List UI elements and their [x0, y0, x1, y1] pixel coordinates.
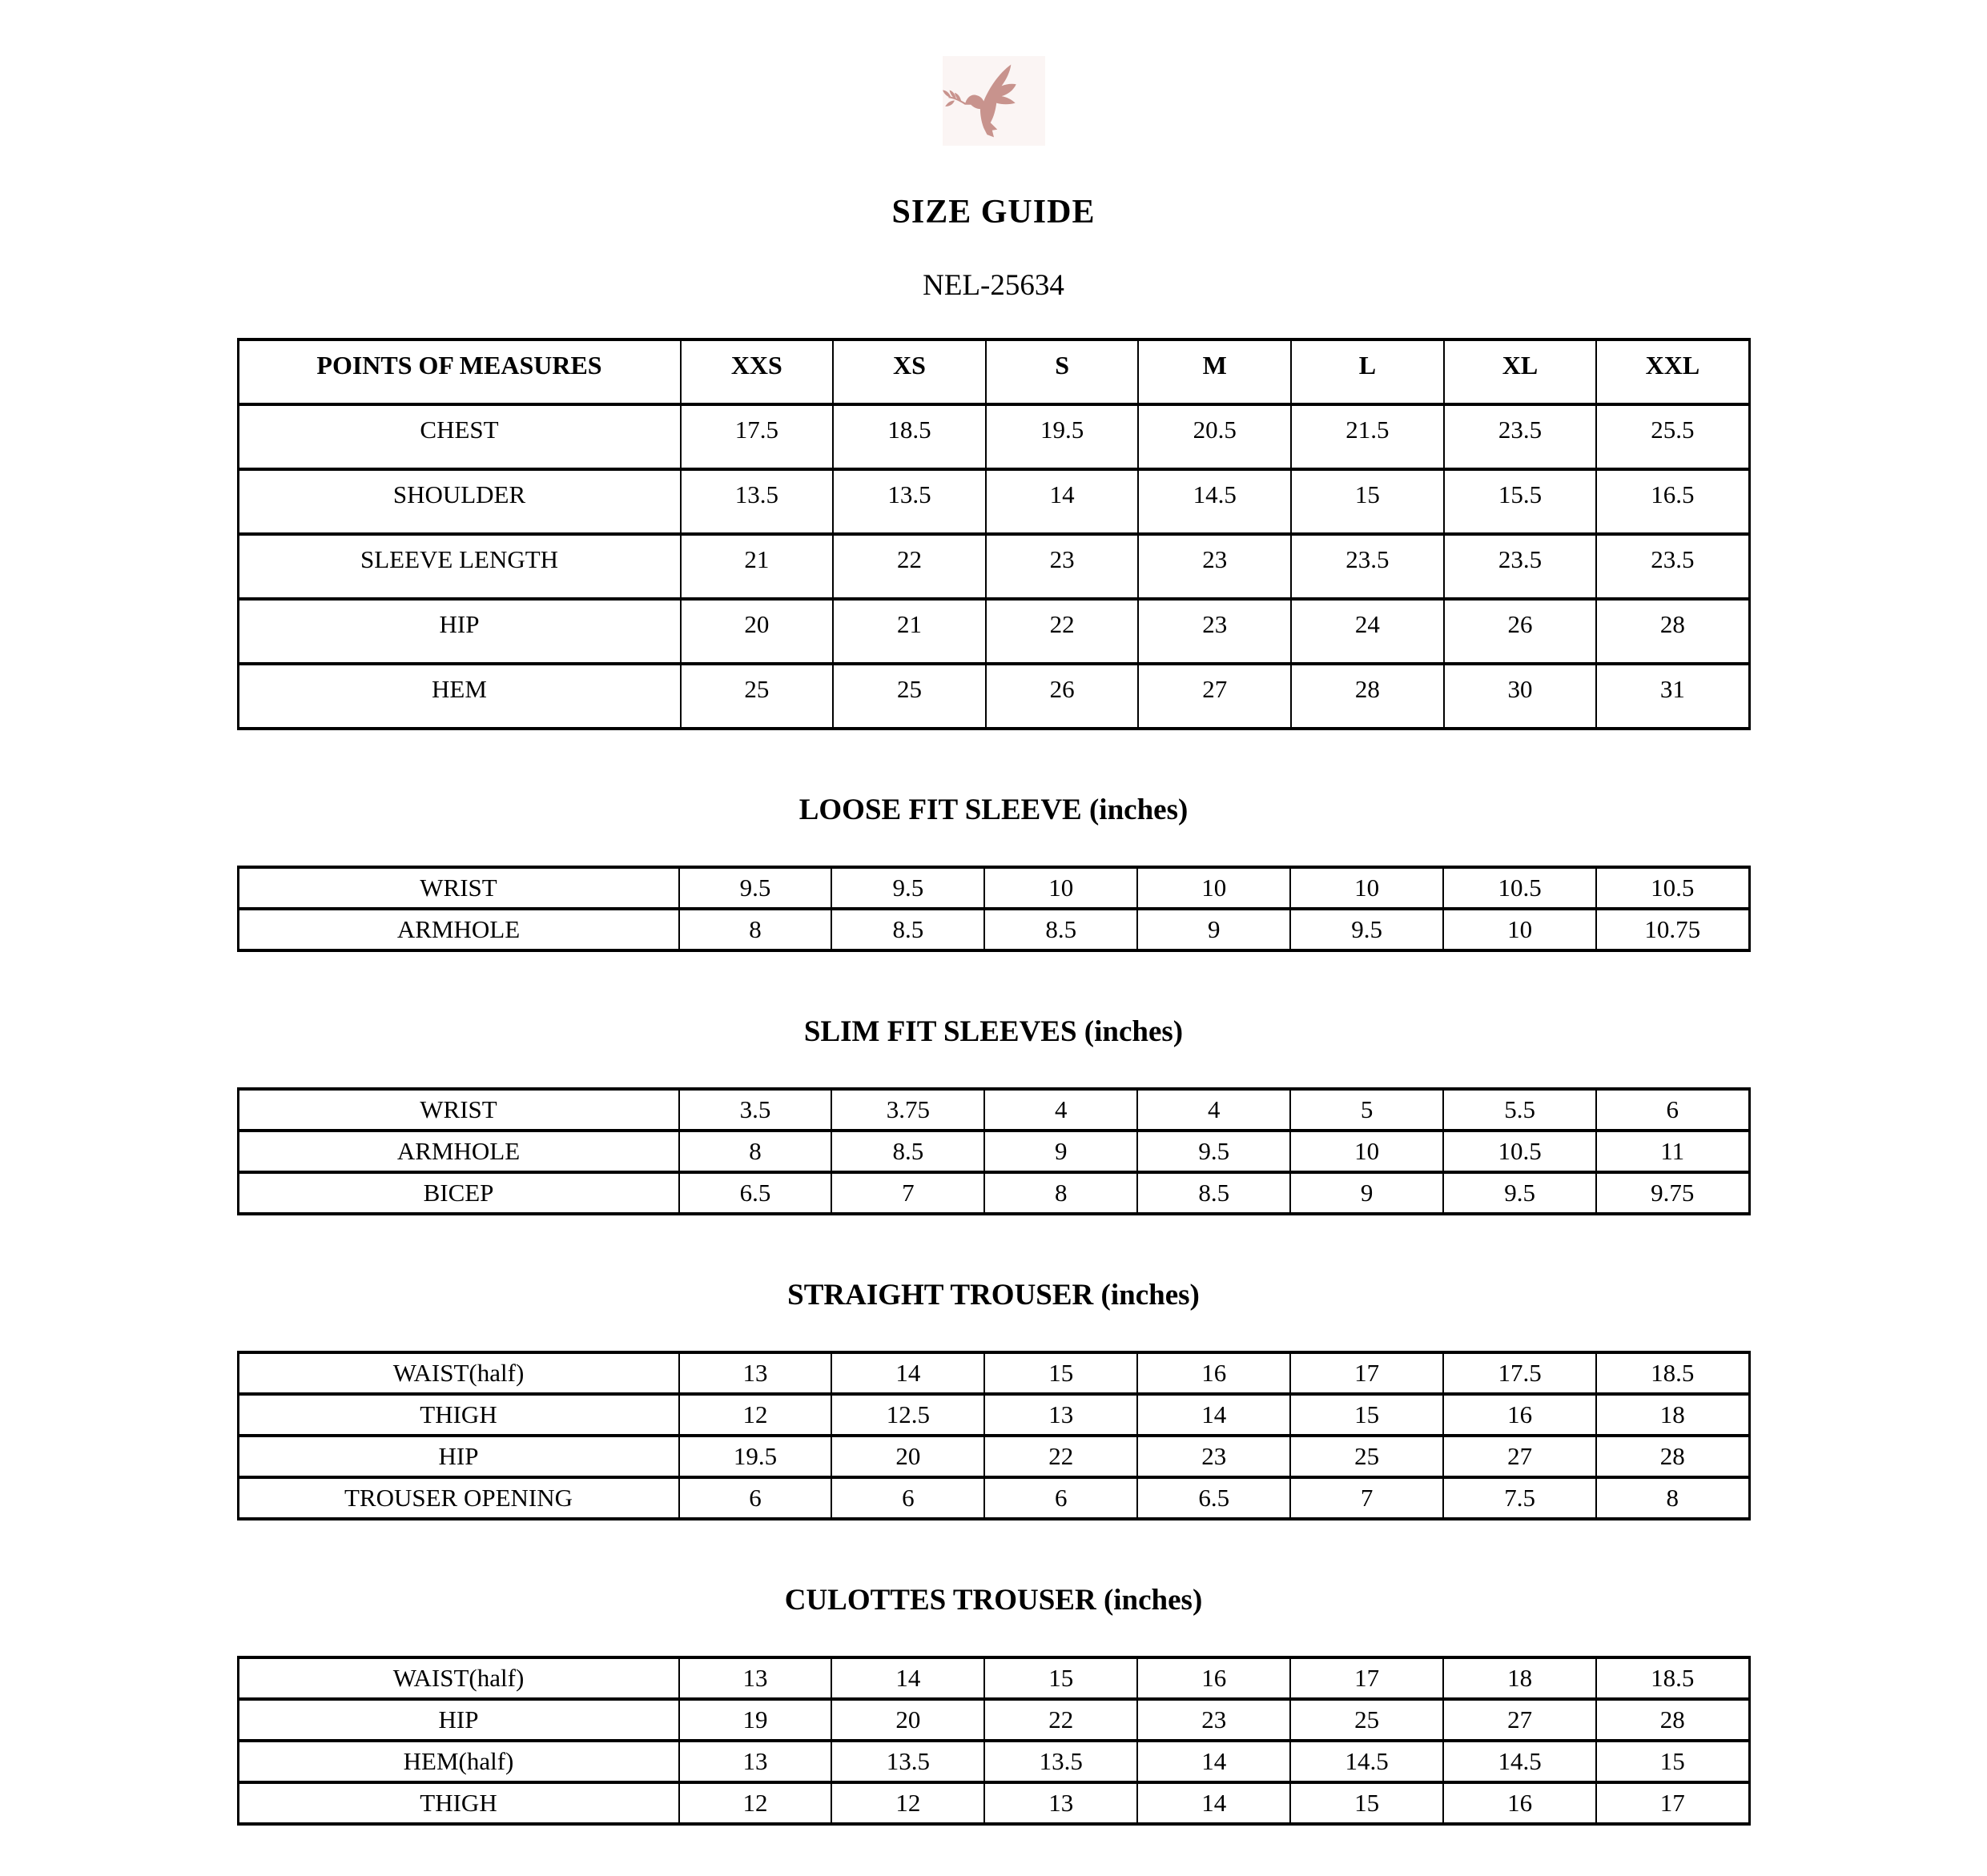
measure-label-cell: BICEP: [238, 1172, 679, 1214]
measure-value-cell: 18.5: [1596, 1657, 1749, 1699]
measure-value-cell: 8.5: [1137, 1172, 1290, 1214]
measure-value-cell: 10.5: [1443, 867, 1596, 909]
measure-value-cell: 18.5: [833, 404, 986, 469]
size-column-header: M: [1138, 339, 1291, 404]
measure-value-cell: 17: [1290, 1657, 1443, 1699]
measure-value-cell: 23.5: [1596, 534, 1749, 599]
measure-value-cell: 21.5: [1291, 404, 1444, 469]
size-column-header: S: [986, 339, 1139, 404]
dove-logo-icon: [943, 56, 1045, 146]
measure-label-cell: WAIST(half): [238, 1657, 679, 1699]
measure-value-cell: 16: [1137, 1352, 1290, 1394]
measure-value-cell: 27: [1443, 1699, 1596, 1741]
measure-label-cell: HEM(half): [238, 1741, 679, 1782]
measure-value-cell: 22: [984, 1699, 1137, 1741]
measure-value-cell: 3.75: [831, 1089, 984, 1131]
measure-value-cell: 10: [1290, 1131, 1443, 1172]
measure-value-cell: 10: [1137, 867, 1290, 909]
measure-row: [238, 1089, 1749, 1131]
measure-value-cell: 20: [831, 1699, 984, 1741]
slim-fit-sleeves-table: [237, 1087, 1751, 1215]
measure-row: [238, 599, 1749, 664]
measure-label-cell: HIP: [238, 599, 681, 664]
measure-value-cell: 13: [679, 1352, 832, 1394]
measure-value-cell: 3.5: [679, 1089, 832, 1131]
measure-value-cell: 13: [679, 1657, 832, 1699]
measure-value-cell: 6: [984, 1477, 1137, 1519]
measure-value-cell: 12.5: [831, 1394, 984, 1436]
measure-value-cell: 10: [1290, 867, 1443, 909]
measure-value-cell: 20: [831, 1436, 984, 1477]
measure-value-cell: 13: [984, 1394, 1137, 1436]
measure-value-cell: 26: [1444, 599, 1597, 664]
section-slim-fit-sleeves: [237, 1014, 1751, 1215]
measure-value-cell: 15.5: [1444, 469, 1597, 534]
measure-value-cell: 4: [984, 1089, 1137, 1131]
measure-row: [238, 1782, 1749, 1824]
measure-value-cell: 5.5: [1443, 1089, 1596, 1131]
page-title: SIZE GUIDE: [891, 194, 1096, 231]
measure-label-cell: THIGH: [238, 1782, 679, 1824]
measure-value-cell: 6: [1596, 1089, 1749, 1131]
measure-value-cell: 20.5: [1138, 404, 1291, 469]
measure-value-cell: 6.5: [679, 1172, 832, 1214]
measure-value-cell: 6: [679, 1477, 832, 1519]
measure-value-cell: 15: [1290, 1782, 1443, 1824]
size-header-row: [238, 339, 1749, 404]
size-guide-page: [237, 0, 1751, 1826]
section-straight-trouser: [237, 1278, 1751, 1520]
measure-label-cell: TROUSER OPENING: [238, 1477, 679, 1519]
measure-value-cell: 9.5: [1137, 1131, 1290, 1172]
measure-value-cell: 5: [1290, 1089, 1443, 1131]
measure-value-cell: 21: [833, 599, 986, 664]
measure-label-cell: SHOULDER: [238, 469, 681, 534]
measure-value-cell: 25.5: [1596, 404, 1749, 469]
measure-value-cell: 17: [1290, 1352, 1443, 1394]
size-column-header: XS: [833, 339, 986, 404]
measure-value-cell: 25: [1290, 1699, 1443, 1741]
measure-value-cell: 26: [986, 664, 1139, 729]
measure-value-cell: 15: [1596, 1741, 1749, 1782]
measure-label-cell: HEM: [238, 664, 681, 729]
measure-row: [238, 1131, 1749, 1172]
measure-value-cell: 9.75: [1596, 1172, 1749, 1214]
section-culottes-trouser: [237, 1583, 1751, 1826]
measure-value-cell: 9: [1290, 1172, 1443, 1214]
measure-value-cell: 8.5: [831, 1131, 984, 1172]
measure-value-cell: 14: [1137, 1741, 1290, 1782]
measure-value-cell: 12: [679, 1782, 832, 1824]
measure-value-cell: 15: [984, 1657, 1137, 1699]
measure-row: [238, 1657, 1749, 1699]
loose-fit-sleeve-table: [237, 866, 1751, 952]
measure-value-cell: 8.5: [984, 909, 1137, 950]
size-column-header: XL: [1444, 339, 1597, 404]
measure-label-cell: THIGH: [238, 1394, 679, 1436]
measure-value-cell: 8: [679, 909, 832, 950]
measure-value-cell: 9: [1137, 909, 1290, 950]
culottes-trouser-table: [237, 1656, 1751, 1826]
measure-value-cell: 15: [1291, 469, 1444, 534]
measure-value-cell: 18: [1596, 1394, 1749, 1436]
measure-value-cell: 22: [986, 599, 1139, 664]
measure-value-cell: 8: [679, 1131, 832, 1172]
measure-value-cell: 25: [1290, 1436, 1443, 1477]
measure-value-cell: 7: [1290, 1477, 1443, 1519]
measure-row: [238, 1172, 1749, 1214]
measure-value-cell: 31: [1596, 664, 1749, 729]
measure-value-cell: 19: [679, 1699, 832, 1741]
section-loose-fit-sleeve: [237, 793, 1751, 952]
straight-trouser-table: [237, 1351, 1751, 1520]
measure-value-cell: 23.5: [1444, 404, 1597, 469]
measure-row: [238, 469, 1749, 534]
measure-value-cell: 28: [1291, 664, 1444, 729]
measure-value-cell: 8.5: [831, 909, 984, 950]
measure-value-cell: 14: [1137, 1782, 1290, 1824]
measure-value-cell: 28: [1596, 599, 1749, 664]
measure-value-cell: 17: [1596, 1782, 1749, 1824]
logo-container: [237, 0, 1751, 150]
measure-value-cell: 23: [1138, 599, 1291, 664]
measure-value-cell: 6.5: [1137, 1477, 1290, 1519]
measure-value-cell: 14: [831, 1352, 984, 1394]
points-of-measures-table: [237, 338, 1751, 730]
section-title-slim-fit-sleeves: SLIM FIT SLEEVES (inches): [803, 1015, 1184, 1048]
measure-value-cell: 13: [679, 1741, 832, 1782]
measure-value-cell: 15: [1290, 1394, 1443, 1436]
measure-value-cell: 22: [833, 534, 986, 599]
measure-label-cell: CHEST: [238, 404, 681, 469]
measure-value-cell: 21: [681, 534, 834, 599]
measure-label-cell: HIP: [238, 1436, 679, 1477]
measure-value-cell: 13: [984, 1782, 1137, 1824]
measure-label-cell: HIP: [238, 1699, 679, 1741]
measure-value-cell: 15: [984, 1352, 1137, 1394]
measure-value-cell: 9: [984, 1131, 1137, 1172]
measure-value-cell: 7: [831, 1172, 984, 1214]
measure-label-cell: ARMHOLE: [238, 1131, 679, 1172]
measure-value-cell: 27: [1138, 664, 1291, 729]
measure-value-cell: 22: [984, 1436, 1137, 1477]
measure-value-cell: 30: [1444, 664, 1597, 729]
measure-value-cell: 27: [1443, 1436, 1596, 1477]
measure-value-cell: 25: [681, 664, 834, 729]
measure-row: [238, 1699, 1749, 1741]
measure-value-cell: 14.5: [1138, 469, 1291, 534]
measure-value-cell: 13.5: [681, 469, 834, 534]
measure-row: [238, 1352, 1749, 1394]
section-title-loose-fit-sleeve: LOOSE FIT SLEEVE (inches): [798, 793, 1189, 826]
measure-value-cell: 14: [1137, 1394, 1290, 1436]
measure-value-cell: 9.5: [1290, 909, 1443, 950]
measure-value-cell: 11: [1596, 1131, 1749, 1172]
product-code: NEL-25634: [923, 269, 1064, 302]
measure-value-cell: 16: [1443, 1394, 1596, 1436]
measure-value-cell: 24: [1291, 599, 1444, 664]
measure-value-cell: 10: [984, 867, 1137, 909]
measure-row: [238, 1477, 1749, 1519]
measure-value-cell: 17.5: [1443, 1352, 1596, 1394]
measure-value-cell: 23.5: [1291, 534, 1444, 599]
measure-value-cell: 10.5: [1443, 1131, 1596, 1172]
measure-value-cell: 13.5: [833, 469, 986, 534]
size-column-header: XXL: [1596, 339, 1749, 404]
measure-value-cell: 13.5: [831, 1741, 984, 1782]
measure-row: [238, 1394, 1749, 1436]
measure-value-cell: 14: [986, 469, 1139, 534]
measure-value-cell: 18: [1443, 1657, 1596, 1699]
measure-value-cell: 12: [679, 1394, 832, 1436]
measure-label-cell: ARMHOLE: [238, 909, 679, 950]
measure-value-cell: 8: [1596, 1477, 1749, 1519]
measure-value-cell: 10.75: [1596, 909, 1749, 950]
measure-label-cell: WAIST(half): [238, 1352, 679, 1394]
measure-value-cell: 8: [984, 1172, 1137, 1214]
measure-value-cell: 23.5: [1444, 534, 1597, 599]
measure-value-cell: 6: [831, 1477, 984, 1519]
measure-row: [238, 1741, 1749, 1782]
measure-value-cell: 20: [681, 599, 834, 664]
measure-value-cell: 28: [1596, 1699, 1749, 1741]
measure-value-cell: 23: [1137, 1436, 1290, 1477]
measure-value-cell: 7.5: [1443, 1477, 1596, 1519]
measure-value-cell: 12: [831, 1782, 984, 1824]
measure-row: [238, 664, 1749, 729]
measure-label-cell: WRIST: [238, 1089, 679, 1131]
measure-value-cell: 10.5: [1596, 867, 1749, 909]
measure-label-cell: SLEEVE LENGTH: [238, 534, 681, 599]
measure-row: [238, 909, 1749, 950]
measure-label-cell: WRIST: [238, 867, 679, 909]
measures-header-cell: POINTS OF MEASURES: [238, 339, 681, 404]
section-title-straight-trouser: STRAIGHT TROUSER (inches): [787, 1279, 1200, 1312]
measure-value-cell: 4: [1137, 1089, 1290, 1131]
measure-row: [238, 1436, 1749, 1477]
measure-value-cell: 13.5: [984, 1741, 1137, 1782]
size-column-header: XXS: [681, 339, 834, 404]
measure-value-cell: 16: [1443, 1782, 1596, 1824]
measure-value-cell: 19.5: [986, 404, 1139, 469]
measure-value-cell: 9.5: [679, 867, 832, 909]
measure-value-cell: 25: [833, 664, 986, 729]
measure-value-cell: 14: [831, 1657, 984, 1699]
measure-value-cell: 9.5: [831, 867, 984, 909]
measure-value-cell: 17.5: [681, 404, 834, 469]
measure-value-cell: 28: [1596, 1436, 1749, 1477]
measure-row: [238, 867, 1749, 909]
measure-value-cell: 9.5: [1443, 1172, 1596, 1214]
measure-value-cell: 23: [1137, 1699, 1290, 1741]
measure-value-cell: 23: [1138, 534, 1291, 599]
measure-row: [238, 404, 1749, 469]
measure-value-cell: 16: [1137, 1657, 1290, 1699]
measure-value-cell: 14.5: [1443, 1741, 1596, 1782]
measure-value-cell: 19.5: [679, 1436, 832, 1477]
section-title-culottes-trouser: CULOTTES TROUSER (inches): [784, 1584, 1203, 1617]
measure-value-cell: 23: [986, 534, 1139, 599]
measure-value-cell: 16.5: [1596, 469, 1749, 534]
measure-value-cell: 14.5: [1290, 1741, 1443, 1782]
size-column-header: L: [1291, 339, 1444, 404]
measure-value-cell: 10: [1443, 909, 1596, 950]
measure-row: [238, 534, 1749, 599]
measure-value-cell: 18.5: [1596, 1352, 1749, 1394]
